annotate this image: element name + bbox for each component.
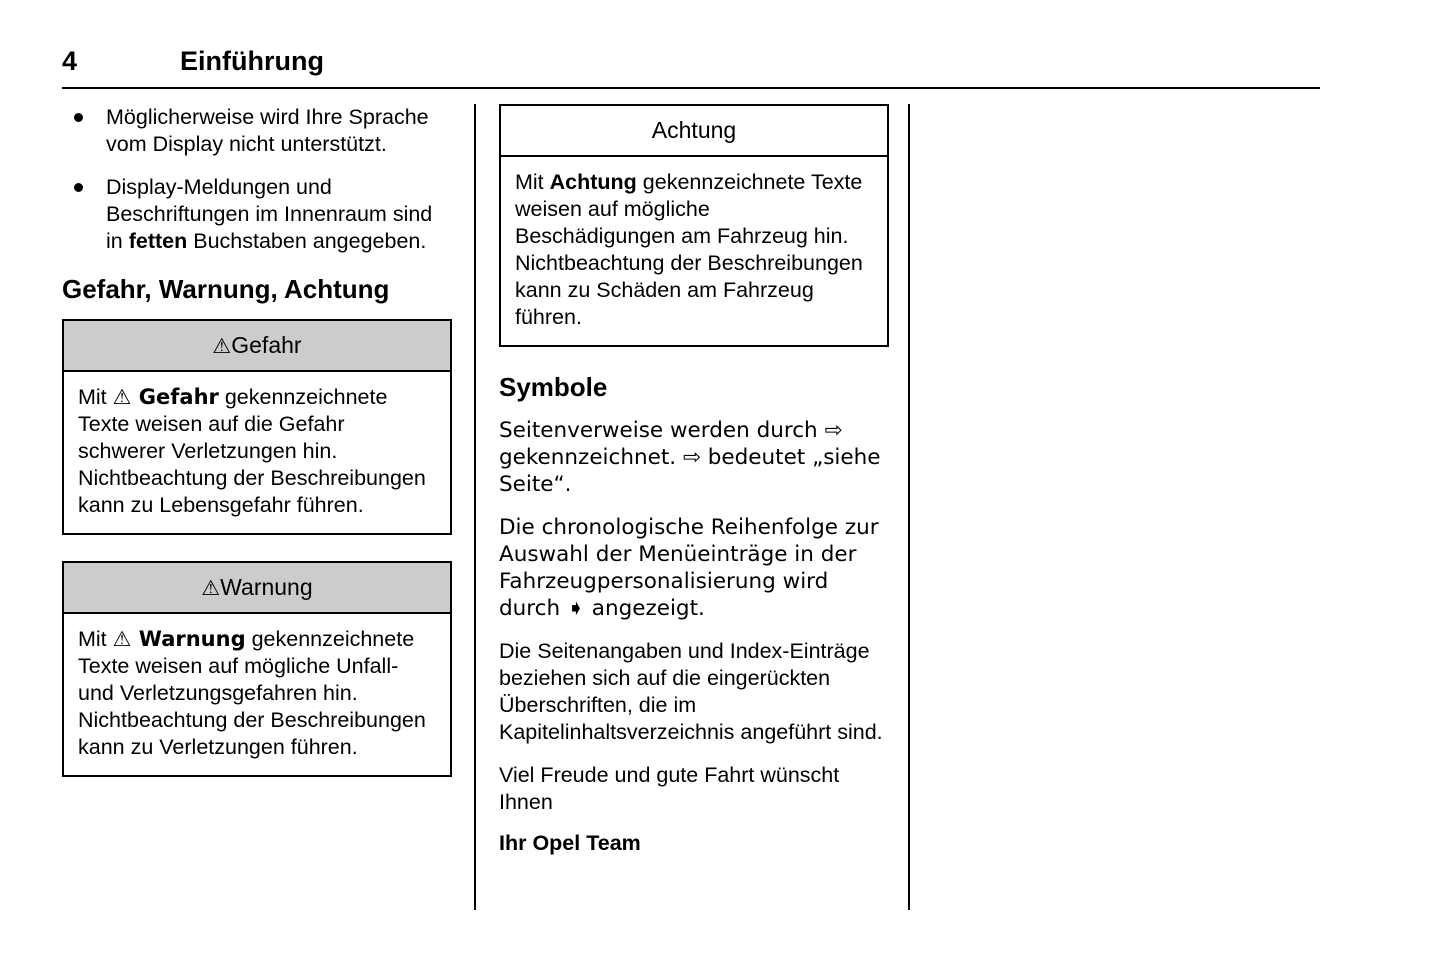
caution-notice-body [501,157,887,345]
section-heading-symbole: Symbole [499,372,608,403]
warning-notice-title [64,563,450,614]
caution-notice-title: Achtung [501,106,887,157]
paragraph-reihenfolge: Die chronologische Reihenfolge zur Auswahl der Menüeinträge in der Fahrzeugpersonalisierung wird durch ➧ angezeigt. [499,515,879,622]
warning-body-bold: ⚠ Warnung [112,627,246,652]
danger-body-pre: Mit [78,385,113,410]
caution-body-pre: Mit [515,170,550,195]
page-number: 4 [62,46,78,76]
page-title: Einführung [180,46,324,76]
column-right [934,104,1324,910]
danger-notice-box [62,319,452,535]
page-columns [62,104,1332,912]
danger-notice-body [64,372,450,533]
signature-line: Ihr Opel Team [499,831,641,856]
paragraph-seitenangaben: Die Seitenangaben und Index-Einträge beziehen sich auf die eingerückten Überschriften, die im Kapitelinhaltsverzeichnis angeführt sind. [499,639,883,745]
warning-notice-box [62,561,452,777]
bullet-list [62,104,452,255]
section-heading-gefahr-warnung-achtung: Gefahr, Warnung, Achtung [62,274,390,304]
column-divider-2 [908,104,910,910]
caution-body-bold: Achtung [549,170,637,195]
list-item [62,104,452,158]
list-item [62,174,452,255]
list-item-text: Möglicherweise wird Ihre Sprache vom Display nicht unterstützt. [106,105,429,156]
bullet-dot-icon [74,113,83,122]
warning-triangle-icon: ⚠ [201,576,221,601]
bullet-dot-icon [74,183,83,192]
paragraph-seitenverweise: Seitenverweise werden durch ⇨ gekennzeichnet. ⇨ bedeutet „siehe Seite“. [499,418,881,498]
caution-body-post: gekennzeichnete Texte weisen auf mögliche Beschädigungen am Fahrzeug hin. Nichtbeachtung der Beschreibungen kann zu Schäden am Fahrzeug führen. [515,170,863,330]
warning-body-post: gekennzeichnete Texte weisen auf mögliche Unfall- und Verletzungsgefahren hin. Nichtbeachtung der Beschreibungen kann zu Verletzungen führen. [78,627,426,760]
danger-notice-title-text: Gefahr [231,331,302,358]
warning-body-pre: Mit [78,627,113,652]
list-item-text-bold: fetten [128,229,188,253]
danger-body-bold: ⚠ Gefahr [112,385,219,410]
paragraph-viel-freude: Viel Freude und gute Fahrt wünscht Ihnen [499,763,840,815]
caution-notice-box [499,104,889,347]
list-item-text-pre: Display-Meldungen und Beschriftungen im Innenraum sind in [106,175,433,253]
page-header [62,48,1320,75]
warning-notice-body [64,614,450,775]
column-divider-1 [474,104,476,910]
list-item-text-post: Buchstaben angegeben. [187,229,427,253]
warning-notice-title-text: Warnung [220,574,313,601]
danger-body-post: gekennzeichnete Texte weisen auf die Gefahr schwerer Verletzungen hin. Nichtbeachtung der Beschreibungen kann zu Lebensgefahr führen. [78,385,426,518]
danger-notice-title [64,321,450,372]
column-left [62,104,452,910]
column-middle [499,104,889,910]
warning-triangle-icon: ⚠ [212,333,232,358]
header-divider [62,87,1320,89]
